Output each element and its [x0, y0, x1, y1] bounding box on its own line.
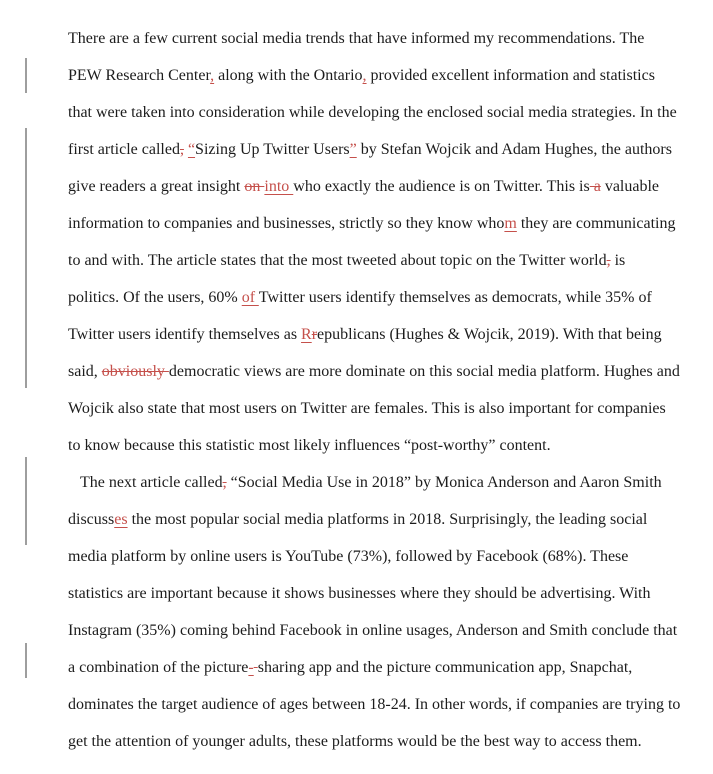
tracked-deletion: , [222, 474, 227, 491]
body-text-run: first article called [68, 141, 180, 158]
tracked-deletion: , [179, 141, 184, 158]
tracked-deletion: obviously [101, 363, 169, 380]
text-line [68, 390, 698, 427]
change-bar [25, 128, 27, 388]
body-text-run: Instagram (35%) coming behind Facebook in online usages, Anderson and Smith conclude that [68, 622, 678, 639]
tracked-insertion: , [362, 67, 367, 84]
text-line [68, 649, 698, 686]
body-text-run: epublicans (Hughes & Wojcik, 2019). With that being [317, 326, 662, 343]
text-line [68, 20, 698, 57]
body-text-run: a combination of the picture [68, 659, 249, 676]
body-text-run: media platform by online users is YouTube (73%), followed by Facebook (68%). These [68, 548, 629, 565]
document-text[interactable] [68, 20, 698, 760]
body-text-run: politics. Of the users, 60% [68, 289, 242, 306]
tracked-insertion: of [241, 289, 259, 306]
body-text-run: get the attention of younger adults, these platforms would be the best way to access them. [68, 733, 642, 750]
body-text-run: is [610, 252, 626, 269]
body-text-run: the most popular social media platforms in 2018. Surprisingly, the leading social [127, 511, 648, 528]
text-line [68, 131, 698, 168]
body-text-run: “Social Media Use in 2018” by Monica Anderson and Aaron Smith [226, 474, 662, 491]
body-text-run: that were taken into consideration while developing the enclosed social media strategies. In the [68, 104, 677, 121]
body-text-run: discuss [68, 511, 115, 528]
change-bar [25, 643, 27, 678]
text-line [68, 686, 698, 723]
body-text-run: who exactly the audience is on Twitter. This is [293, 178, 590, 195]
tracked-deletion: a [589, 178, 601, 195]
body-text-run: Twitter users identify themselves as democrats, while 35% of [258, 289, 652, 306]
body-text-run: sharing app and the picture communication app, Snapchat, [257, 659, 633, 676]
body-text-run: The next article called [80, 474, 223, 491]
text-line [68, 612, 698, 649]
body-text-run: said, [68, 363, 102, 380]
text-line [68, 205, 698, 242]
body-text-run: There are a few current social media trends that have informed my recommendations. The [68, 30, 645, 47]
tracked-insertion: es [114, 511, 128, 528]
tracked-insertion: into [264, 178, 294, 195]
tracked-insertion: - [248, 659, 254, 676]
tracked-insertion: R [301, 326, 312, 343]
change-bar [25, 58, 27, 93]
tracked-insertion: m [504, 215, 517, 232]
text-line [68, 353, 698, 390]
text-line [68, 242, 698, 279]
body-text-run: PEW Research Center [68, 67, 211, 84]
tracked-insertion: , [210, 67, 215, 84]
tracked-insertion: “ [187, 141, 196, 158]
body-text-run: Wojcik also state that most users on Twitter are females. This is also important for companies [68, 400, 666, 417]
body-text-run: dominates the target audience of ages between 18-24. In other words, if companies are trying to [68, 696, 681, 713]
tracked-deletion: , [606, 252, 611, 269]
text-line [68, 427, 698, 464]
body-text-run: to know because this statistic most likely influences “post-worthy” content. [68, 437, 551, 454]
body-text-run: give readers a great insight [68, 178, 245, 195]
body-text-run: democratic views are more dominate on this social media platform. Hughes and [168, 363, 680, 380]
body-text-run: they are communicating [516, 215, 676, 232]
body-text-run: to and with. The article states that the most tweeted about topic on the Twitter world [68, 252, 607, 269]
text-line [68, 57, 698, 94]
text-line [68, 464, 698, 501]
text-line [68, 575, 698, 612]
body-text-run: statistics are important because it shows businesses where they should be advertising. With [68, 585, 651, 602]
text-line [68, 723, 698, 760]
tracked-insertion: ” [349, 141, 357, 158]
body-text-run: by Stefan Wojcik and Adam Hughes, the authors [356, 141, 672, 158]
body-text-run: along with the Ontario [214, 67, 363, 84]
body-text-run: Twitter users identify themselves as [68, 326, 302, 343]
tracked-deletion: on [244, 178, 265, 195]
body-text-run: information to companies and businesses, strictly so they know who [68, 215, 505, 232]
tracked-deletion: r [311, 326, 318, 343]
body-text-run: provided excellent information and statistics [366, 67, 655, 84]
text-line [68, 538, 698, 575]
text-line [68, 279, 698, 316]
text-line [68, 501, 698, 538]
text-line [68, 168, 698, 205]
text-line [68, 316, 698, 353]
change-bar [25, 457, 27, 545]
body-text-run: Sizing Up Twitter Users [195, 141, 350, 158]
text-line [68, 94, 698, 131]
body-text-run: valuable [600, 178, 660, 195]
